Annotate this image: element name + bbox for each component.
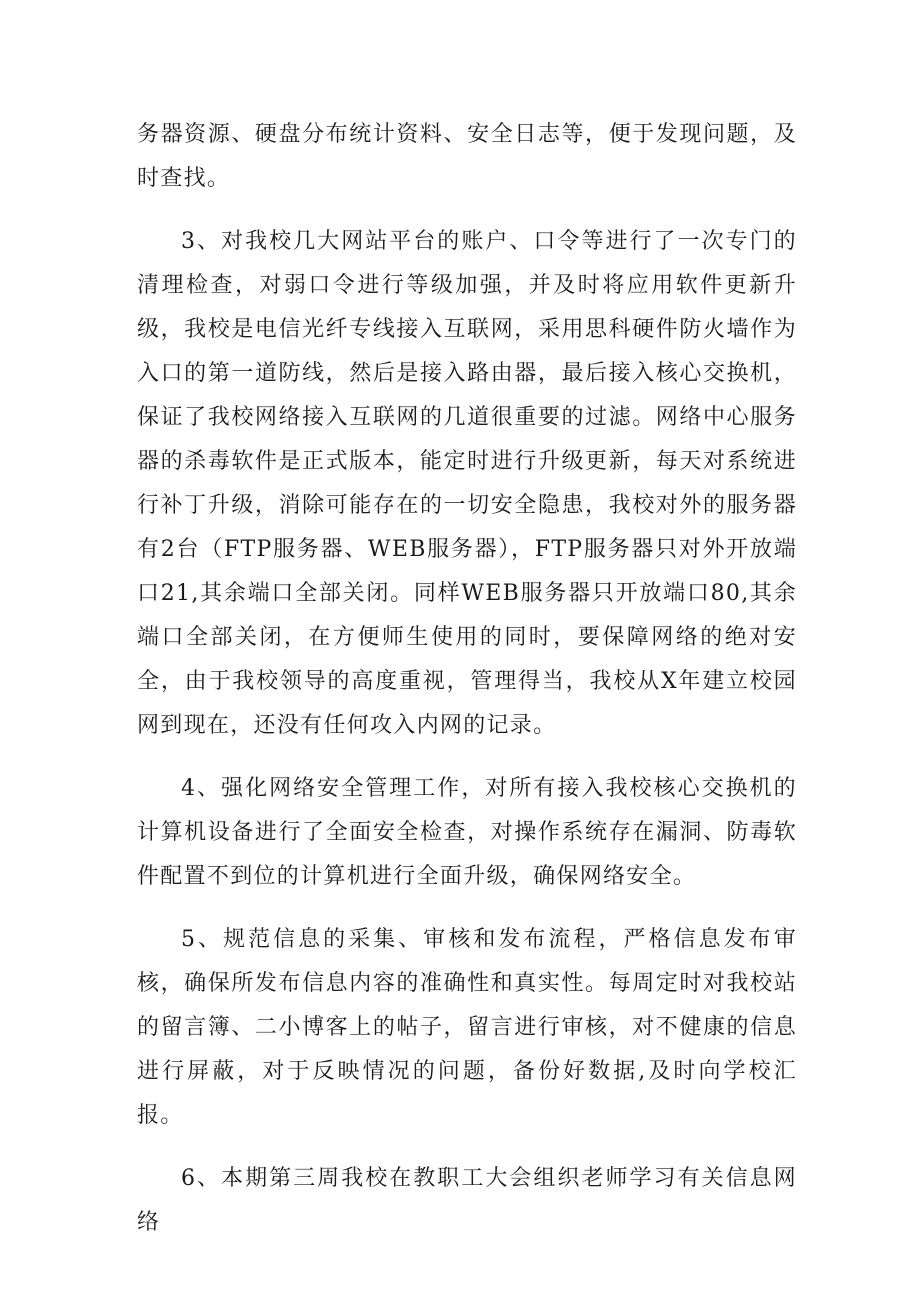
paragraph-item-6: 6、本期第三周我校在教职工大会组织老师学习有关信息网络 xyxy=(137,1166,797,1235)
paragraph-item-5: 5、规范信息的采集、审核和发布流程，严格信息发布审核，确保所发布信息内容的准确性和真实性。每周定时对我校站的留言簿、二小博客上的帖子，留言进行审核，对不健康的信息进行屏蔽，对于反映情况的问题，备份好数据,及时向学校汇报。 xyxy=(137,927,797,1128)
paragraph-continuation: 务器资源、硬盘分布统计资料、安全日志等，便于发现问题，及时查找。 xyxy=(137,122,797,191)
paragraph-item-3: 3、对我校几大网站平台的账户、口令等进行了一次专门的清理检查，对弱口令进行等级加强，并及时将应用软件更新升级，我校是电信光纤专线接入互联网，采用思科硬件防火墙作为入口的第一道防线，然后是接入路由器，最后接入核心交换机，保证了我校网络接入互联网的几道很重要的过滤。网络中心服务器的杀毒软件是正式版本，能定时进行升级更新，每天对系统进行补丁升级，消除可能存在的一切安全隐患，我校对外的服务器有2台（FTP服务器、WEB服务器），FTP服务器只对外开放端口21,其余端口全部关闭。同样WEB服务器只开放端口80,其余端口全部关闭，在方便师生使用的同时，要保障网络的绝对安全，由于我校领导的高度重视，管理得当，我校从X年建立校园网到现在，还没有任何攻入内网的记录。 xyxy=(137,229,797,738)
paragraph-item-4: 4、强化网络安全管理工作，对所有接入我校核心交换机的计算机设备进行了全面安全检查，对操作系统存在漏洞、防毒软件配置不到位的计算机进行全面升级，确保网络安全。 xyxy=(137,776,797,889)
document-body xyxy=(137,113,797,1264)
